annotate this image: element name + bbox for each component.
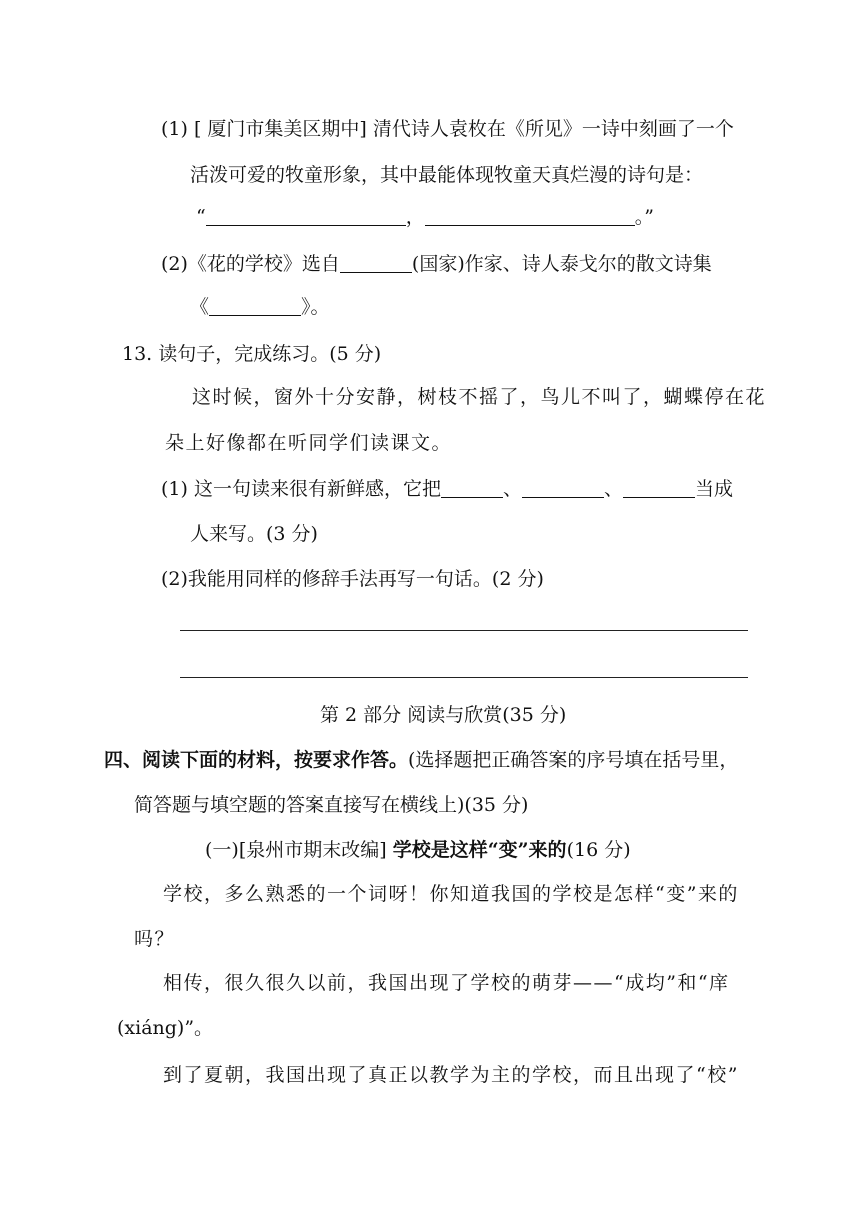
passage-source: (一)[泉州市期末改编] xyxy=(205,839,393,861)
passage-title-text: 学校是这样“变”来的 xyxy=(392,839,567,861)
separator: 、 xyxy=(502,478,522,500)
passage-para2-line1: 相传，很久很久以前，我国出现了学校的萌芽——“成均”和“庠 xyxy=(163,972,730,994)
passage-para1-line1: 学校，多么熟悉的一个词呀！你知道我国的学校是怎样“变”来的 xyxy=(163,883,739,905)
section4-instructions: (选择题把正确答案的序号填在括号里， xyxy=(408,749,739,771)
comma: ， xyxy=(405,206,425,228)
answer-blank-poem-line2[interactable] xyxy=(425,205,635,226)
close-quote: 。” xyxy=(634,206,654,228)
book-title-close: 》。 xyxy=(301,296,330,318)
passage-points: (16 分) xyxy=(566,839,631,861)
part2-heading: 第 2 部分 阅读与欣赏(35 分) xyxy=(320,704,567,726)
q12-part1-line3 xyxy=(196,204,654,230)
q12-part2-suffix: (国家)作家、诗人泰戈尔的散文诗集 xyxy=(411,253,712,275)
passage-title xyxy=(205,837,631,863)
passage-para3-line1: 到了夏朝，我国出现了真正以教学为主的学校，而且出现了“校” xyxy=(163,1064,739,1086)
answer-line-2[interactable] xyxy=(180,677,748,678)
q12-part1-line2: 活泼可爱的牧童形象，其中最能体现牧童天真烂漫的诗句是： xyxy=(190,164,704,186)
q12-part2-line1 xyxy=(161,251,712,277)
answer-blank-1[interactable] xyxy=(441,477,503,498)
q13-sub1-line2: 人来写。(3 分) xyxy=(190,523,318,545)
section4-line1 xyxy=(104,747,738,773)
answer-line-1[interactable] xyxy=(180,630,748,631)
open-quote: “ xyxy=(196,206,206,228)
answer-blank-collection[interactable] xyxy=(209,295,301,316)
q13-sub1-line1 xyxy=(161,476,733,502)
q13-quote-line2: 朵上好像都在听同学们读课文。 xyxy=(165,432,453,454)
q12-part2-prefix: (2)《花的学校》选自 xyxy=(161,253,340,275)
answer-blank-poem-line1[interactable] xyxy=(206,205,406,226)
q13-sub1-prefix: (1) 这一句读来很有新鲜感，它把 xyxy=(161,478,441,500)
q12-part1-line1: (1) [ 厦门市集美区期中] 清代诗人袁枚在《所见》一诗中刻画了一个 xyxy=(161,118,734,140)
answer-blank-2[interactable] xyxy=(522,477,604,498)
passage-para1-line2: 吗？ xyxy=(134,928,176,950)
answer-blank-country[interactable] xyxy=(340,252,412,273)
book-title-open: 《 xyxy=(190,296,210,318)
q13-title: 13. 读句子，完成练习。(5 分) xyxy=(122,343,382,365)
q13-quote-line1: 这时候，窗外十分安静，树枝不摇了，鸟儿不叫了，蝴蝶停在花 xyxy=(192,386,767,408)
q13-sub1-suffix: 当成 xyxy=(695,478,734,500)
q12-part2-line2 xyxy=(190,294,330,320)
section4-title: 四、阅读下面的材料，按要求作答。 xyxy=(104,749,409,771)
section4-line2: 简答题与填空题的答案直接写在横线上)(35 分) xyxy=(134,794,529,816)
separator: 、 xyxy=(603,478,623,500)
q13-sub2: (2)我能用同样的修辞手法再写一句话。(2 分) xyxy=(161,568,544,590)
answer-blank-3[interactable] xyxy=(623,477,695,498)
passage-para2-line2: (xiáng)”。 xyxy=(117,1017,214,1039)
